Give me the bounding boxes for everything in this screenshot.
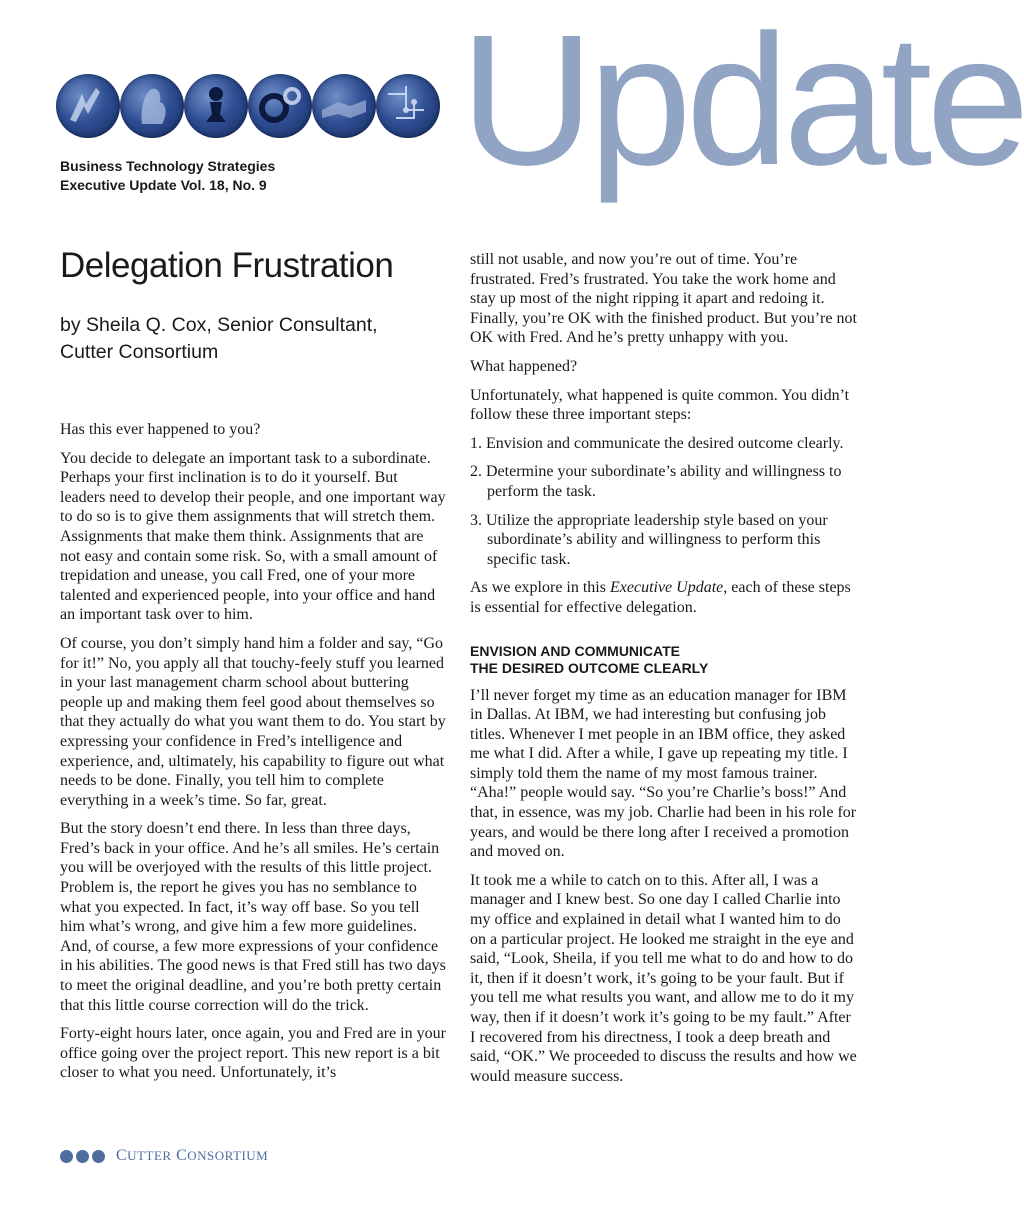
list-item: 2. Determine your subordinate’s ability and willingness to perform the task. xyxy=(470,463,842,500)
text-run: As we explore in this xyxy=(470,579,610,597)
left-column xyxy=(60,238,447,1092)
list-item: 1. Envision and communicate the desired outcome clearly. xyxy=(470,434,844,452)
series-info xyxy=(60,157,275,195)
chess-piece-icon xyxy=(184,74,248,138)
paragraph: I’ll never forget my time as an education manager for IBM in Dallas. At IBM, we had interesting but confusing job titles. Whenever I met people in an IBM office, they asked me what I did. After a while, I gave up repeating my title. I simply told them the name of my most famous trainer. “Aha!” people would say. “So you’re Charlie’s boss!” And that, in essence, was my job. Charlie had been in his role for years, and would be there long after I received a promotion and moved on. xyxy=(470,686,857,861)
list-item: 3. Utilize the appropriate leadership style based on your subordinate’s ability and willingness to perform this specific task. xyxy=(470,511,828,568)
gears-icon xyxy=(248,74,312,138)
dot-icon xyxy=(60,1150,73,1163)
byline xyxy=(60,312,447,366)
logo-letters: ONSORTIUM xyxy=(187,1148,269,1163)
issue-number: Executive Update Vol. 18, No. 9 xyxy=(60,177,267,193)
paragraph xyxy=(470,578,858,617)
article-title: Delegation Frustration xyxy=(60,246,394,285)
circuit-icon xyxy=(376,74,440,138)
text-run: , each of these steps is essential for effective delegation. xyxy=(470,579,851,616)
publication-name: Executive Update xyxy=(609,579,724,597)
dot-icon xyxy=(76,1150,89,1163)
arrows-icon xyxy=(56,74,120,138)
steps-list xyxy=(470,434,858,570)
hand-icon xyxy=(120,74,184,138)
paragraph: Unfortunately, what happened is quite common. You didn’t follow these three important steps: xyxy=(470,386,850,424)
section-heading-line: ENVISION AND COMMUNICATE xyxy=(470,642,680,659)
right-column xyxy=(470,250,858,1095)
cutter-consortium-logo xyxy=(116,1147,268,1165)
logo-letter: C xyxy=(176,1147,188,1164)
logo-letter: C xyxy=(116,1147,128,1164)
paragraph: But the story doesn’t end there. In less than three days, Fred’s back in your office. And he’s all smiles. He’s certain you will be overjoyed with the results of this little project. Problem is, the report he gives you has no semblance to what you expected. In fact, it’s way off base. So you tell him what’s wrong, and give him a few more guidelines. And, of course, a few more expressions of your confidence in his abilities. The good news is that Fred still has two days to meet the original deadline, and you’re both pretty certain that this little course correction will do the trick. xyxy=(60,820,446,1014)
masthead xyxy=(0,0,1024,230)
paragraph: Has this ever happened to you? xyxy=(60,421,261,438)
section-heading xyxy=(470,643,858,677)
series-name: Business Technology Strategies xyxy=(60,158,276,174)
logo-letters: UTTER xyxy=(127,1148,172,1163)
paragraph: Of course, you don’t simply hand him a folder and say, “Go for it!” No, you apply all that touchy-feely stuff you learned in your last management charm school about buttering people up and making them feel good about themselves so that they actually do what you want them to do. You start by expressing your confidence in Fred’s intelligence and experience, and, ultimately, his capability to figure out what needs to be done. Finally, you tell him to complete everything in a week’s time. So far, great. xyxy=(60,634,446,809)
paragraph: still not usable, and now you’re out of time. You’re frustrated. Fred’s frustrated. You take the work home and stay up most of the night ripping it apart and redoing it. Finally, you’re OK with the finished product. But you’re not OK with Fred. And he’s pretty unhappy with you. xyxy=(470,251,857,347)
byline-author: by Sheila Q. Cox, Senior Consultant, xyxy=(60,314,378,336)
dot-icon xyxy=(92,1150,105,1163)
paragraph: What happened? xyxy=(470,357,578,375)
handshake-icon xyxy=(312,74,376,138)
byline-organization: Cutter Consortium xyxy=(60,341,219,363)
paragraph: It took me a while to catch on to this. After all, I was a manager and I knew best. So one day I called Charlie into my office and explained in detail what I wanted him to do on a particular project. He looked me straight in the eye and said, “Look, Sheila, if you tell me what to do and how to do it, then if it doesn’t work, it’s going to be your fault. But if you tell me what results you want, and allow me to do it my way, then if it doesn’t work it’s going to be my fault.” After I recovered from his directness, I took a deep breath and said, “OK.” We proceeded to discuss the results and how we would measure success. xyxy=(470,871,857,1085)
section-heading-line: THE DESIRED OUTCOME CLEARLY xyxy=(470,659,709,676)
footer xyxy=(60,1147,268,1165)
paragraph: Forty-eight hours later, once again, you and Fred are in your office going over the project report. This new report is a bit closer to what you need. Unfortunately, it’s xyxy=(60,1025,446,1082)
paragraph: You decide to delegate an important task to a subordinate. Perhaps your first inclination is to do it yourself. But leaders need to develop their people, and one important way to do so is to give them assignments that will stretch them. Assignments that make them think. Assignments that are not easy and contain some risk. So, with a small amount of trepidation and unease, you call Fred, one of your more talented and experienced people, into your office and hand an important task over to him. xyxy=(60,449,446,624)
update-wordmark: Update xyxy=(460,0,1024,204)
